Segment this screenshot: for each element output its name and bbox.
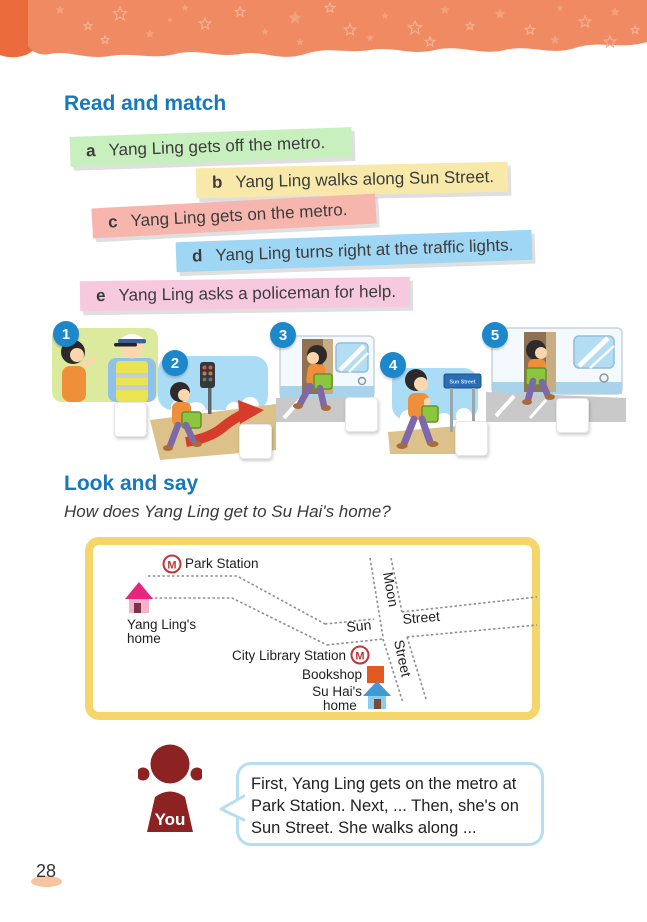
decorative-header-band <box>0 0 647 66</box>
map-label-park-station: Park Station <box>185 556 259 571</box>
strip-text: Yang Ling asks a policeman for help. <box>118 281 397 305</box>
map-label-suhai-home: Su Hai's <box>312 684 362 699</box>
speech-text: First, Yang Ling gets on the metro at Park Station. Next, ... Then, she's on Sun Street. She walks along ... <box>251 775 519 837</box>
speech-bubble-tail <box>218 793 245 823</box>
map-label-bookshop: Bookshop <box>301 667 362 682</box>
picture-number-badge: 2 <box>162 350 188 376</box>
strip-text: Yang Ling walks along Sun Street. <box>235 167 495 192</box>
map-label-suhai-home: home <box>323 698 357 713</box>
svg-text:M: M <box>355 650 365 663</box>
picture-number-badge: 3 <box>270 322 296 348</box>
map-label-city-library-station: City Library Station <box>232 648 347 663</box>
sentence-strip-c[interactable] <box>91 194 376 239</box>
sentence-strip-d[interactable] <box>176 230 533 272</box>
street-sign-text: Sun Street <box>449 379 476 386</box>
answer-box-5[interactable] <box>556 398 589 433</box>
strip-letter: b <box>211 172 223 192</box>
bookshop-icon <box>367 666 384 683</box>
metro-logo-library <box>352 647 369 664</box>
strip-text: Yang Ling turns right at the traffic lights. <box>215 235 514 265</box>
strip-letter: d <box>191 246 203 266</box>
strip-text: Yang Ling gets off the metro. <box>108 133 326 160</box>
sentence-strip-e[interactable] <box>80 277 410 312</box>
strip-letter: e <box>95 285 106 306</box>
map-label-yangling-home: Yang Ling's <box>127 617 197 632</box>
sentence-strip-a[interactable] <box>70 127 353 167</box>
section-title-read-match: Read and match <box>64 92 227 115</box>
answer-box-4[interactable] <box>455 421 488 456</box>
map-label-street-south: Street <box>391 638 415 679</box>
map-label-moon: Moon <box>380 570 402 609</box>
map-label-yangling-home: home <box>127 631 161 646</box>
picture-number-badge: 1 <box>53 321 79 347</box>
map-label-sun: Sun <box>345 616 373 635</box>
speaker-you-avatar <box>138 744 202 832</box>
picture-number-badge: 5 <box>482 322 508 348</box>
map-label-street-east: Street <box>401 607 441 627</box>
metro-logo-park <box>164 556 181 573</box>
section-title-look-say: Look and say <box>64 472 199 495</box>
speech-bubble <box>236 762 544 846</box>
svg-text:M: M <box>167 559 177 572</box>
strip-text: Yang Ling gets on the metro. <box>130 200 348 231</box>
look-say-question: How does Yang Ling get to Su Hai's home? <box>64 502 391 521</box>
route-map <box>85 537 540 720</box>
answer-box-1[interactable] <box>114 402 147 437</box>
strip-letter: c <box>107 212 119 232</box>
picture-number-badge: 4 <box>380 352 406 378</box>
strip-letter: a <box>85 141 96 161</box>
speaker-label: You <box>154 810 186 829</box>
sentence-strip-b[interactable] <box>196 162 509 199</box>
answer-box-3[interactable] <box>345 397 378 432</box>
answer-box-2[interactable] <box>239 424 272 459</box>
page-number: 28 <box>36 861 57 881</box>
